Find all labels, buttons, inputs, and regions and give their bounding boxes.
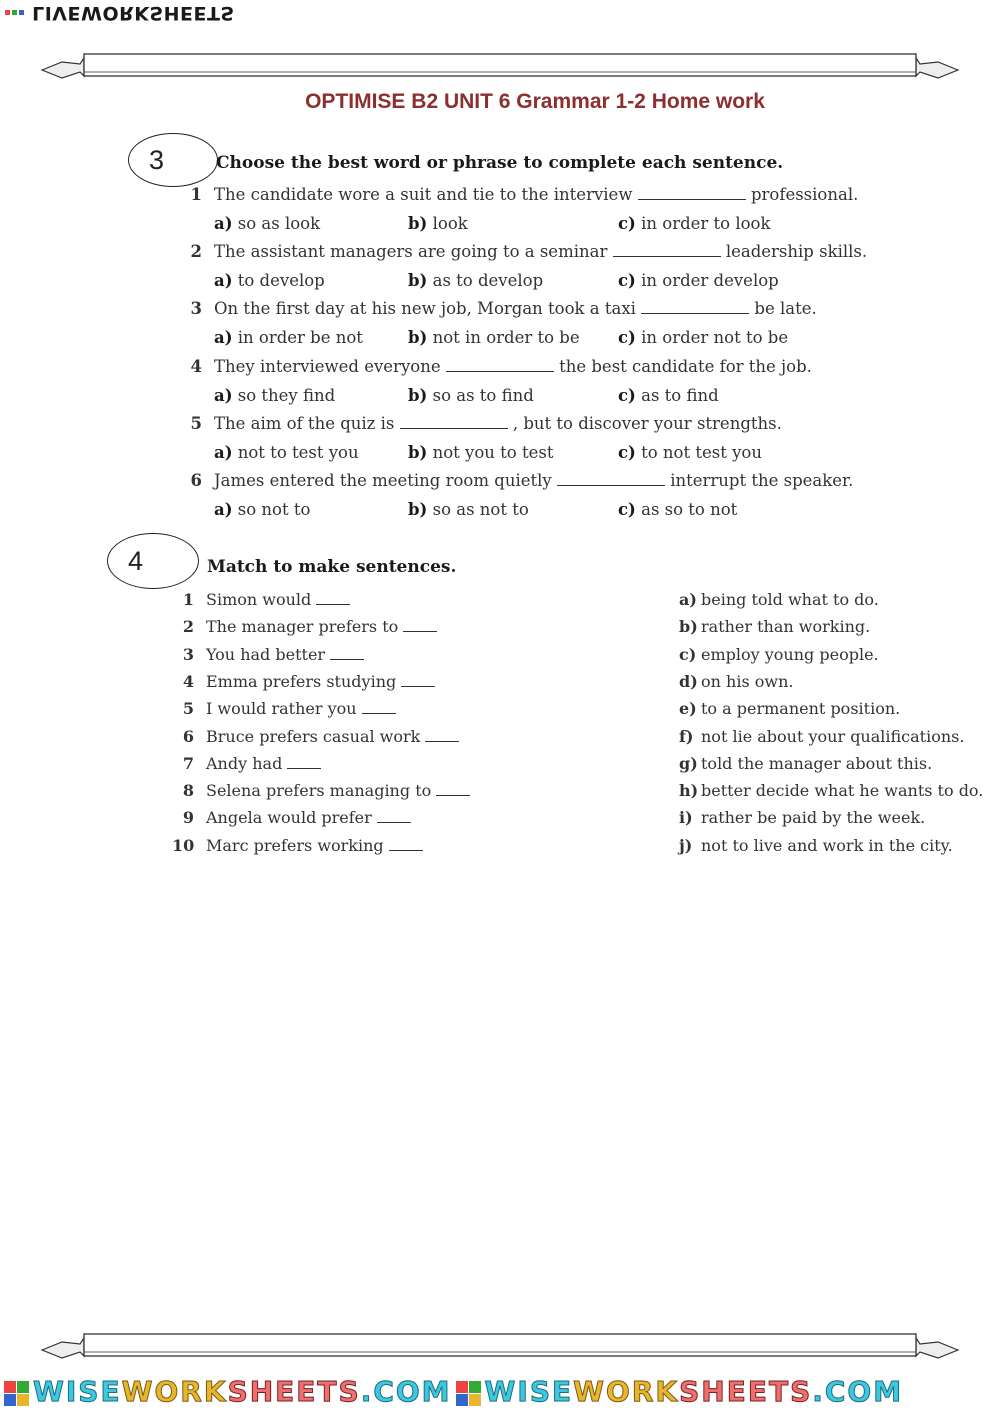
match-answer-blank[interactable] xyxy=(362,701,396,714)
match-answer-blank[interactable] xyxy=(389,838,423,851)
option-letter: b) xyxy=(408,442,428,462)
match-right-text: employ young people. xyxy=(701,644,879,664)
match-right-item xyxy=(679,645,879,664)
question-text-before: James entered the meeting room quietly xyxy=(214,471,552,490)
match-letter: c) xyxy=(679,644,697,664)
footer-text-wise: WISE xyxy=(33,1375,122,1408)
match-left-item xyxy=(172,836,423,855)
option-letter: c) xyxy=(618,442,636,462)
option-letter: b) xyxy=(408,214,428,233)
option-letter: c) xyxy=(618,214,636,233)
option-c[interactable] xyxy=(618,271,779,290)
option-a[interactable] xyxy=(214,271,325,290)
option-b[interactable] xyxy=(408,214,468,233)
match-right-text: rather than working. xyxy=(701,617,871,637)
match-right-item xyxy=(679,617,870,636)
question-text-before: The aim of the quiz is xyxy=(214,413,395,433)
logo-text: LIVEWORKSHEETS xyxy=(32,2,235,24)
match-left-item xyxy=(172,645,364,664)
option-letter: b) xyxy=(408,328,428,348)
match-letter: j) xyxy=(679,835,693,855)
answer-blank[interactable] xyxy=(400,416,508,429)
option-text: as to develop xyxy=(432,271,544,291)
match-letter: d) xyxy=(679,671,698,691)
match-left-item xyxy=(172,617,437,636)
match-letter: e) xyxy=(679,699,697,719)
match-number: 9 xyxy=(182,808,194,828)
match-number: 1 xyxy=(182,590,194,609)
match-answer-blank[interactable] xyxy=(425,729,459,742)
match-left-item xyxy=(172,590,350,609)
top-scroll-banner xyxy=(40,52,960,80)
option-letter: a) xyxy=(214,500,233,519)
match-left-item xyxy=(172,699,396,718)
question-number: 1 xyxy=(190,185,202,204)
match-right-item xyxy=(679,590,879,609)
match-letter: a) xyxy=(679,590,697,609)
question-text-after: leadership skills. xyxy=(725,242,868,262)
match-left-text: Angela would prefer xyxy=(206,808,372,828)
match-right-item xyxy=(679,808,925,827)
option-c[interactable] xyxy=(618,328,788,347)
question-text-after: be late. xyxy=(754,299,817,319)
question-line xyxy=(186,185,858,204)
match-left-text: Simon would xyxy=(206,590,312,609)
exercise-3-number-bubble xyxy=(128,133,218,187)
option-a[interactable] xyxy=(214,328,363,347)
wise-logo-icon xyxy=(4,1381,29,1406)
exercise-3-number: 3 xyxy=(149,144,165,175)
option-b[interactable] xyxy=(408,500,529,519)
option-letter: c) xyxy=(618,271,636,291)
match-right-item xyxy=(679,836,953,855)
option-c[interactable] xyxy=(618,443,762,462)
option-text: so not to xyxy=(237,500,311,519)
match-answer-blank[interactable] xyxy=(377,810,411,823)
match-number: 7 xyxy=(182,753,194,773)
option-text: as to find xyxy=(641,385,719,405)
match-right-item xyxy=(679,727,964,746)
question-text-after: , but to discover your strengths. xyxy=(512,413,782,433)
match-left-text: The manager prefers to xyxy=(206,617,399,637)
match-answer-blank[interactable] xyxy=(316,592,350,605)
match-right-text: not lie about your qualifications. xyxy=(701,726,965,746)
question-text-after: the best candidate for the job. xyxy=(559,356,812,376)
match-left-text: Bruce prefers casual work xyxy=(206,726,421,746)
match-letter: g) xyxy=(679,753,698,773)
option-text: to not test you xyxy=(641,442,762,462)
question-number: 6 xyxy=(190,471,202,490)
option-letter: b) xyxy=(408,271,428,291)
match-left-text: Emma prefers studying xyxy=(206,671,397,691)
option-text: as so to not xyxy=(641,500,738,519)
option-a[interactable] xyxy=(214,386,335,405)
match-left-item xyxy=(172,781,470,800)
option-letter: b) xyxy=(408,385,428,405)
match-left-text: Marc prefers working xyxy=(206,835,384,855)
question-number: 2 xyxy=(190,242,202,262)
question-line xyxy=(186,299,817,318)
page-title: OPTIMISE B2 UNIT 6 Grammar 1-2 Home work xyxy=(305,90,765,113)
option-text: in order not to be xyxy=(641,328,789,348)
match-letter: b) xyxy=(679,617,698,637)
match-left-text: Selena prefers managing to xyxy=(206,781,432,801)
footer-text-com: .COM xyxy=(812,1375,904,1408)
option-letter: a) xyxy=(214,328,233,348)
question-line xyxy=(186,242,867,261)
match-right-text: being told what to do. xyxy=(701,590,879,609)
question-line xyxy=(186,471,853,490)
exercise-4-instruction: Match to make sentences. xyxy=(207,557,457,577)
option-letter: c) xyxy=(618,328,636,348)
option-letter: a) xyxy=(214,385,233,405)
option-b[interactable] xyxy=(408,443,553,462)
option-letter: a) xyxy=(214,442,233,462)
match-right-text: told the manager about this. xyxy=(701,753,933,773)
option-a[interactable] xyxy=(214,443,359,462)
option-text: in order be not xyxy=(237,328,363,348)
option-b[interactable] xyxy=(408,386,534,405)
match-left-item xyxy=(172,727,459,746)
option-b[interactable] xyxy=(408,271,543,290)
match-answer-blank[interactable] xyxy=(436,783,470,796)
option-c[interactable] xyxy=(618,214,771,233)
option-letter: c) xyxy=(618,500,636,519)
match-left-text: You had better xyxy=(206,644,326,664)
match-left-text: I would rather you xyxy=(206,699,357,719)
option-letter: a) xyxy=(214,214,233,233)
match-answer-blank[interactable] xyxy=(403,619,437,632)
footer-watermark xyxy=(0,1375,1000,1413)
liveworksheets-logo xyxy=(4,2,235,24)
wise-logo-icon xyxy=(456,1381,481,1406)
match-left-item xyxy=(172,808,411,827)
answer-blank[interactable] xyxy=(638,187,746,200)
option-a[interactable] xyxy=(214,214,320,233)
option-text: in order develop xyxy=(641,271,779,291)
exercise-4-number-bubble xyxy=(107,533,199,589)
match-right-text: rather be paid by the week. xyxy=(701,808,926,828)
answer-blank[interactable] xyxy=(613,244,721,257)
exercise-3-instruction: Choose the best word or phrase to complete each sentence. xyxy=(216,153,784,173)
match-right-item xyxy=(679,672,793,691)
question-text-before: They interviewed everyone xyxy=(214,356,441,376)
option-c[interactable] xyxy=(618,386,719,405)
option-text: not to test you xyxy=(237,442,359,462)
footer-text-com: .COM xyxy=(360,1375,452,1408)
match-number: 3 xyxy=(182,644,194,664)
match-answer-blank[interactable] xyxy=(401,674,435,687)
match-number: 8 xyxy=(182,781,194,801)
question-number: 3 xyxy=(190,299,202,319)
match-number: 10 xyxy=(172,835,195,855)
match-letter: h) xyxy=(679,781,699,801)
option-c[interactable] xyxy=(618,500,737,519)
answer-blank[interactable] xyxy=(557,473,665,486)
match-left-item xyxy=(172,672,435,691)
question-number: 4 xyxy=(190,356,202,376)
option-text: not in order to be xyxy=(432,328,580,348)
option-letter: c) xyxy=(618,385,636,405)
option-text: not you to test xyxy=(432,442,554,462)
match-right-text: to a permanent position. xyxy=(701,699,901,719)
answer-blank[interactable] xyxy=(641,301,749,314)
option-text: so as not to xyxy=(432,500,529,519)
match-letter: i) xyxy=(679,808,693,828)
footer-text-sheets: SHEETS xyxy=(679,1375,813,1408)
question-text-after: professional. xyxy=(750,185,859,204)
match-right-text: on his own. xyxy=(701,671,794,691)
option-text: look xyxy=(432,214,468,233)
match-right-item xyxy=(679,754,932,773)
option-text: so as to find xyxy=(432,385,534,405)
question-line xyxy=(186,357,812,376)
option-text: so they find xyxy=(237,385,336,405)
option-text: so as look xyxy=(237,214,321,233)
match-letter: f) xyxy=(679,726,694,746)
match-right-item xyxy=(679,781,983,800)
match-left-text: Andy had xyxy=(206,753,283,773)
footer-text-wise: WISE xyxy=(484,1375,574,1408)
bottom-scroll-banner xyxy=(40,1332,960,1360)
option-b[interactable] xyxy=(408,328,580,347)
match-number: 5 xyxy=(182,699,194,719)
footer-text-sheets: SHEETS xyxy=(227,1375,361,1408)
match-answer-blank[interactable] xyxy=(330,647,364,660)
footer-text-work: WORK xyxy=(121,1375,228,1408)
option-a[interactable] xyxy=(214,500,310,519)
match-right-text: better decide what he wants to do. xyxy=(701,781,984,801)
question-line xyxy=(186,414,782,433)
question-text-before: The candidate wore a suit and tie to the interview xyxy=(214,185,633,204)
match-number: 6 xyxy=(182,726,194,746)
option-letter: b) xyxy=(408,500,428,519)
question-text-before: On the first day at his new job, Morgan took a taxi xyxy=(214,299,636,319)
exercise-4-number: 4 xyxy=(128,545,144,576)
match-right-item xyxy=(679,699,900,718)
footer-text-work: WORK xyxy=(573,1375,680,1408)
match-answer-blank[interactable] xyxy=(287,756,321,769)
match-right-text: not to live and work in the city. xyxy=(701,835,953,855)
match-number: 2 xyxy=(182,617,194,637)
match-number: 4 xyxy=(182,671,194,691)
option-text: in order to look xyxy=(641,214,771,233)
match-left-item xyxy=(172,754,321,773)
question-text-before: The assistant managers are going to a seminar xyxy=(214,242,608,262)
question-text-after: interrupt the speaker. xyxy=(670,471,854,490)
option-letter: a) xyxy=(214,271,233,291)
question-number: 5 xyxy=(190,413,202,433)
answer-blank[interactable] xyxy=(446,359,554,372)
option-text: to develop xyxy=(237,271,325,291)
